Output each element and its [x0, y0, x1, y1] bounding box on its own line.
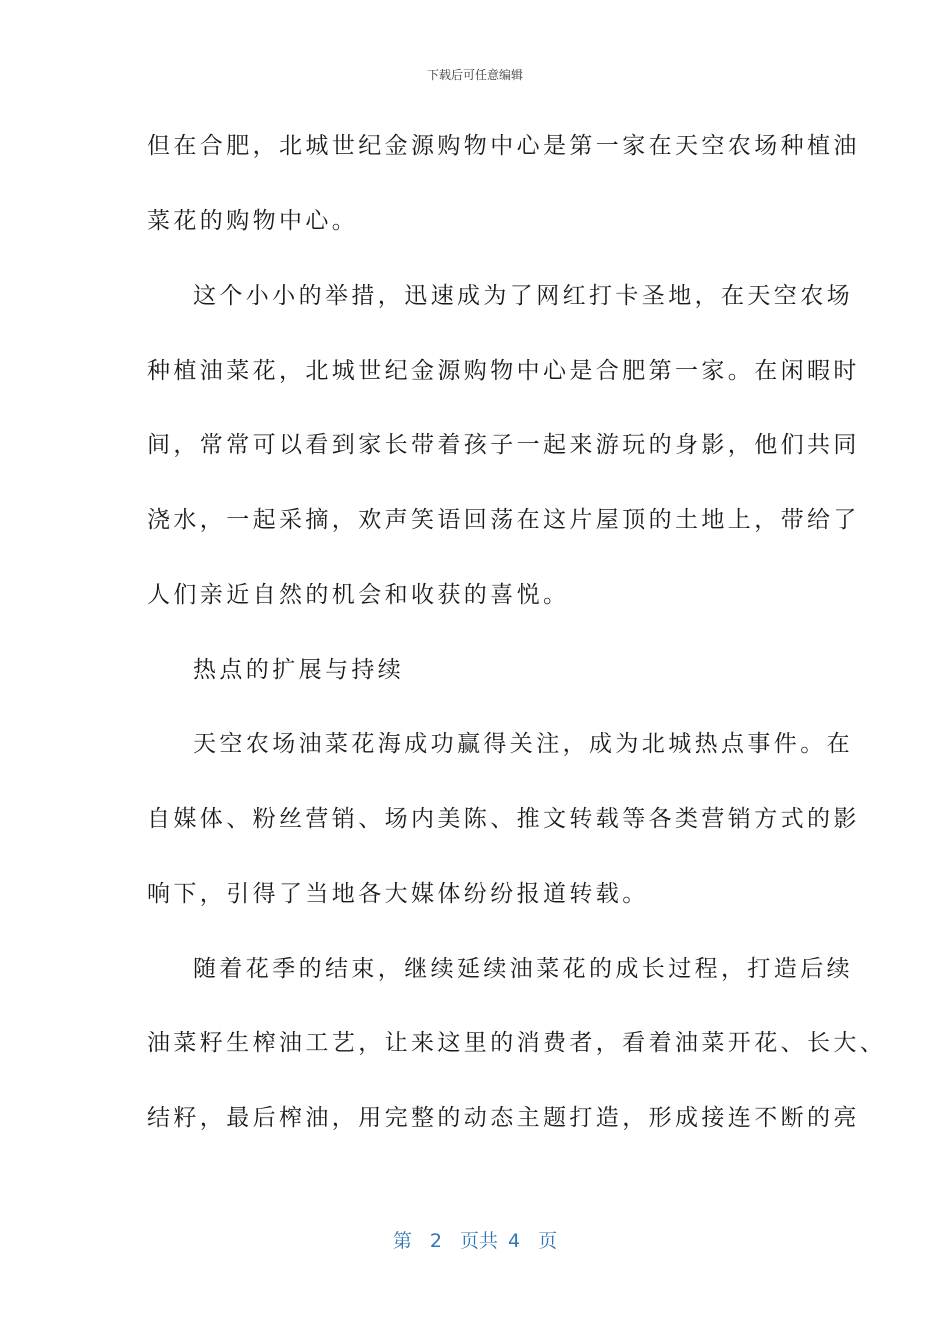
total-pages-number: 4	[508, 1230, 521, 1252]
page-number-footer	[0, 1226, 950, 1253]
text-line-4: 种植油菜花，北城世纪金源购物中心是合肥第一家。在闲暇时	[147, 358, 860, 384]
page-middle-text: 页共	[459, 1230, 498, 1252]
text-line-7: 人们亲近自然的机会和收获的喜悦。	[147, 582, 570, 608]
text-line-14: 结籽，最后榨油，用完整的动态主题打造，形成接连不断的亮	[147, 1105, 860, 1131]
text-line-1: 但在合肥，北城世纪金源购物中心是第一家在天空农场种植油	[147, 133, 860, 159]
header-note: 下载后可任意编辑	[426, 68, 523, 82]
text-line-12: 随着花季的结束，继续延续油菜花的成长过程，打造后续	[193, 956, 853, 982]
text-line-3: 这个小小的举措，迅速成为了网红打卡圣地，在天空农场	[193, 283, 853, 309]
current-page-number: 2	[429, 1230, 442, 1252]
page-prefix: 第	[392, 1230, 412, 1252]
page-suffix: 页	[538, 1230, 558, 1252]
section-heading: 热点的扩展与持续	[193, 657, 405, 683]
text-line-11: 响下，引得了当地各大媒体纷纷报道转载。	[147, 881, 649, 907]
text-line-6: 浇水，一起采摘，欢声笑语回荡在这片屋顶的土地上，带给了	[147, 507, 860, 533]
text-line-13: 油菜籽生榨油工艺，让来这里的消费者，看着油菜开花、长大、	[147, 1030, 887, 1056]
text-line-9: 天空农场油菜花海成功赢得关注，成为北城热点事件。在	[193, 731, 853, 757]
text-line-10: 自媒体、粉丝营销、场内美陈、推文转载等各类营销方式的影	[147, 806, 860, 832]
text-line-5: 间，常常可以看到家长带着孩子一起来游玩的身影，他们共同	[147, 432, 860, 458]
text-line-2: 菜花的购物中心。	[147, 208, 359, 234]
